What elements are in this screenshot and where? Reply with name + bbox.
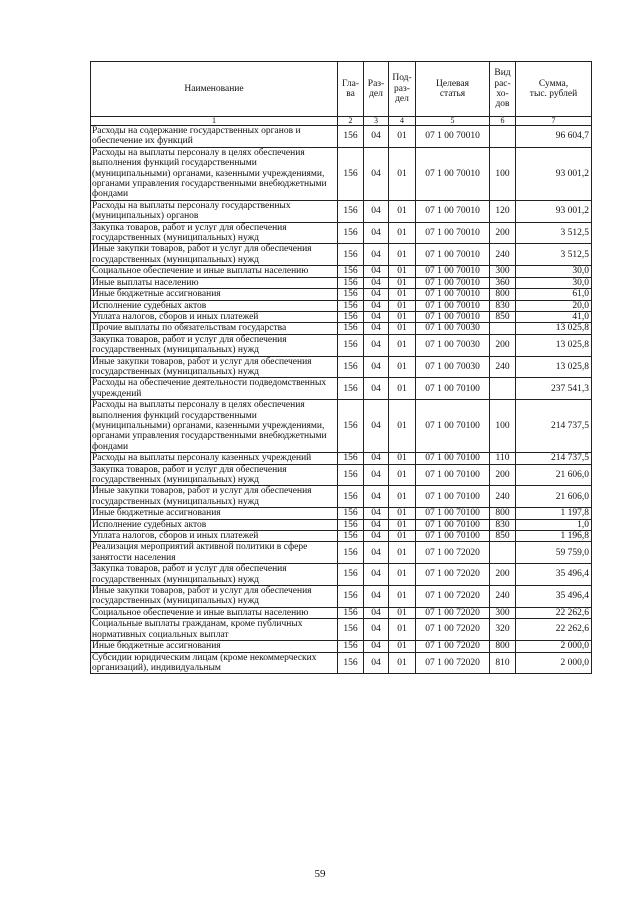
cell-chapter: 156 [338, 400, 364, 453]
cell-target: 07 1 00 70100 [416, 508, 490, 519]
cell-subsection: 01 [389, 619, 416, 641]
cell-sum: 93 001,2 [516, 200, 592, 222]
cell-type: 200 [490, 464, 516, 486]
cell-sum: 3 512,5 [516, 222, 592, 244]
cell-type [490, 378, 516, 400]
cell-section: 04 [364, 311, 389, 322]
cell-sum: 61,0 [516, 289, 592, 300]
cell-name: Закупка товаров, работ и услуг для обеспечения государственных (муниципальных) нужд [91, 334, 338, 356]
column-number: 5 [416, 117, 490, 126]
table-row [91, 356, 592, 378]
cell-type: 200 [490, 334, 516, 356]
cell-subsection: 01 [389, 564, 416, 586]
cell-name: Социальное обеспечение и иные выплаты населению [91, 266, 338, 277]
cell-subsection: 01 [389, 607, 416, 618]
cell-subsection: 01 [389, 244, 416, 266]
cell-subsection: 01 [389, 486, 416, 508]
cell-type: 830 [490, 519, 516, 530]
cell-sum: 1 196,8 [516, 531, 592, 542]
cell-section: 04 [364, 464, 389, 486]
cell-chapter: 156 [338, 222, 364, 244]
cell-section: 04 [364, 266, 389, 277]
cell-name: Прочие выплаты по обязательствам государства [91, 323, 338, 334]
cell-name: Закупка товаров, работ и услуг для обеспечения государственных (муниципальных) нужд [91, 222, 338, 244]
table-row [91, 641, 592, 652]
table-row [91, 147, 592, 200]
header-row [91, 62, 592, 117]
table-row [91, 464, 592, 486]
table-row [91, 222, 592, 244]
cell-target: 07 1 00 72020 [416, 542, 490, 564]
cell-section: 04 [364, 607, 389, 618]
cell-sum: 1 197,8 [516, 508, 592, 519]
cell-section: 04 [364, 453, 389, 464]
cell-section: 04 [364, 542, 389, 564]
cell-subsection: 01 [389, 200, 416, 222]
cell-sum: 1,0 [516, 519, 592, 530]
cell-section: 04 [364, 486, 389, 508]
cell-section: 04 [364, 508, 389, 519]
table-row [91, 508, 592, 519]
cell-target: 07 1 00 72020 [416, 607, 490, 618]
cell-target: 07 1 00 70010 [416, 147, 490, 200]
cell-sum: 237 541,3 [516, 378, 592, 400]
cell-name: Расходы на выплаты персоналу в целях обеспечения выполнения функций государственными (муниципальными) органами, казенными учреждениями, органами управления государственными внебюджетными фондами [91, 400, 338, 453]
cell-type: 240 [490, 244, 516, 266]
cell-section: 04 [364, 200, 389, 222]
cell-subsection: 01 [389, 323, 416, 334]
cell-subsection: 01 [389, 378, 416, 400]
cell-chapter: 156 [338, 266, 364, 277]
cell-sum: 41,0 [516, 311, 592, 322]
table-row [91, 126, 592, 148]
cell-name: Социальное обеспечение и иные выплаты населению [91, 607, 338, 618]
cell-section: 04 [364, 277, 389, 288]
cell-section: 04 [364, 356, 389, 378]
cell-target: 07 1 00 72020 [416, 619, 490, 641]
cell-sum: 21 606,0 [516, 486, 592, 508]
cell-target: 07 1 00 70100 [416, 531, 490, 542]
cell-chapter: 156 [338, 508, 364, 519]
header-sum: Сумма, тыс. рублей [516, 62, 592, 117]
cell-chapter: 156 [338, 464, 364, 486]
table-row [91, 400, 592, 453]
cell-sum: 30,0 [516, 266, 592, 277]
cell-chapter: 156 [338, 277, 364, 288]
cell-chapter: 156 [338, 311, 364, 322]
table-row [91, 564, 592, 586]
cell-chapter: 156 [338, 619, 364, 641]
cell-sum: 35 496,4 [516, 586, 592, 608]
page-number: 59 [314, 868, 326, 880]
cell-subsection: 01 [389, 356, 416, 378]
cell-type: 120 [490, 200, 516, 222]
table-row [91, 266, 592, 277]
cell-subsection: 01 [389, 519, 416, 530]
column-number: 6 [490, 117, 516, 126]
cell-name: Иные выплаты населению [91, 277, 338, 288]
cell-chapter: 156 [338, 334, 364, 356]
cell-chapter: 156 [338, 356, 364, 378]
cell-target: 07 1 00 70030 [416, 323, 490, 334]
cell-subsection: 01 [389, 289, 416, 300]
cell-name: Реализация мероприятий активной политики в сфере занятости населения [91, 542, 338, 564]
cell-chapter: 156 [338, 378, 364, 400]
column-number: 3 [364, 117, 389, 126]
cell-sum: 214 737,5 [516, 453, 592, 464]
cell-sum: 13 025,8 [516, 323, 592, 334]
cell-target: 07 1 00 70100 [416, 519, 490, 530]
cell-subsection: 01 [389, 126, 416, 148]
cell-section: 04 [364, 531, 389, 542]
cell-type [490, 542, 516, 564]
cell-chapter: 156 [338, 289, 364, 300]
table-row [91, 300, 592, 311]
cell-subsection: 01 [389, 464, 416, 486]
header-target: Целевая статья [416, 62, 490, 117]
column-number: 2 [338, 117, 364, 126]
cell-type: 240 [490, 486, 516, 508]
cell-chapter: 156 [338, 147, 364, 200]
cell-chapter: 156 [338, 564, 364, 586]
table-row [91, 586, 592, 608]
cell-name: Закупка товаров, работ и услуг для обеспечения государственных (муниципальных) нужд [91, 564, 338, 586]
cell-target: 07 1 00 70010 [416, 266, 490, 277]
header-name: Наименование [91, 62, 338, 117]
header-section: Раз- дел [364, 62, 389, 117]
cell-target: 07 1 00 70010 [416, 200, 490, 222]
cell-chapter: 156 [338, 652, 364, 674]
cell-subsection: 01 [389, 641, 416, 652]
cell-type: 850 [490, 531, 516, 542]
cell-subsection: 01 [389, 652, 416, 674]
table-row [91, 652, 592, 674]
cell-type: 240 [490, 586, 516, 608]
table-row [91, 311, 592, 322]
table-row [91, 531, 592, 542]
table-row [91, 277, 592, 288]
cell-section: 04 [364, 323, 389, 334]
cell-name: Иные бюджетные ассигнования [91, 508, 338, 519]
column-number: 7 [516, 117, 592, 126]
cell-chapter: 156 [338, 200, 364, 222]
cell-target: 07 1 00 70010 [416, 244, 490, 266]
cell-name: Расходы на выплаты персоналу казенных учреждений [91, 453, 338, 464]
cell-sum: 13 025,8 [516, 334, 592, 356]
table-row [91, 289, 592, 300]
cell-section: 04 [364, 222, 389, 244]
cell-target: 07 1 00 70010 [416, 126, 490, 148]
cell-sum: 13 025,8 [516, 356, 592, 378]
cell-chapter: 156 [338, 607, 364, 618]
column-number-row [91, 117, 592, 126]
cell-chapter: 156 [338, 244, 364, 266]
cell-section: 04 [364, 519, 389, 530]
table-row [91, 519, 592, 530]
cell-name: Уплата налогов, сборов и иных платежей [91, 311, 338, 322]
cell-name: Расходы на обеспечение деятельности подведомственных учреждений [91, 378, 338, 400]
column-number: 4 [389, 117, 416, 126]
cell-section: 04 [364, 641, 389, 652]
cell-subsection: 01 [389, 300, 416, 311]
header-subsection: Под- раз- дел [389, 62, 416, 117]
cell-chapter: 156 [338, 531, 364, 542]
cell-sum: 21 606,0 [516, 464, 592, 486]
cell-target: 07 1 00 70100 [416, 378, 490, 400]
cell-sum: 35 496,4 [516, 564, 592, 586]
cell-subsection: 01 [389, 531, 416, 542]
cell-chapter: 156 [338, 486, 364, 508]
cell-target: 07 1 00 70010 [416, 289, 490, 300]
cell-name: Иные закупки товаров, работ и услуг для обеспечения государственных (муниципальных) нужд [91, 356, 338, 378]
cell-target: 07 1 00 72020 [416, 586, 490, 608]
cell-subsection: 01 [389, 222, 416, 244]
table-row [91, 200, 592, 222]
cell-name: Расходы на выплаты персоналу государственных (муниципальных) органов [91, 200, 338, 222]
cell-name: Расходы на выплаты персоналу в целях обеспечения выполнения функций государственными (муниципальными) органами, казенными учреждениями, органами управления государственными внебюджетными фондами [91, 147, 338, 200]
cell-name: Закупка товаров, работ и услуг для обеспечения государственных (муниципальных) нужд [91, 464, 338, 486]
cell-target: 07 1 00 70010 [416, 300, 490, 311]
table-row [91, 334, 592, 356]
table-row [91, 453, 592, 464]
cell-type: 320 [490, 619, 516, 641]
cell-target: 07 1 00 72020 [416, 652, 490, 674]
cell-sum: 30,0 [516, 277, 592, 288]
cell-target: 07 1 00 70030 [416, 356, 490, 378]
cell-type: 100 [490, 147, 516, 200]
table-row [91, 486, 592, 508]
cell-target: 07 1 00 70100 [416, 464, 490, 486]
cell-type: 800 [490, 508, 516, 519]
cell-section: 04 [364, 378, 389, 400]
cell-chapter: 156 [338, 453, 364, 464]
cell-section: 04 [364, 289, 389, 300]
cell-subsection: 01 [389, 453, 416, 464]
cell-type: 300 [490, 607, 516, 618]
cell-type: 850 [490, 311, 516, 322]
table-row [91, 607, 592, 618]
cell-sum: 3 512,5 [516, 244, 592, 266]
cell-type: 800 [490, 289, 516, 300]
cell-sum: 2 000,0 [516, 641, 592, 652]
cell-type [490, 126, 516, 148]
column-number: 1 [91, 117, 338, 126]
cell-subsection: 01 [389, 508, 416, 519]
cell-section: 04 [364, 564, 389, 586]
cell-target: 07 1 00 70010 [416, 277, 490, 288]
cell-target: 07 1 00 70100 [416, 486, 490, 508]
cell-section: 04 [364, 126, 389, 148]
cell-target: 07 1 00 72020 [416, 564, 490, 586]
cell-section: 04 [364, 300, 389, 311]
cell-target: 07 1 00 70100 [416, 453, 490, 464]
cell-subsection: 01 [389, 147, 416, 200]
cell-name: Расходы на содержание государственных органов и обеспечение их функций [91, 126, 338, 148]
cell-sum: 2 000,0 [516, 652, 592, 674]
cell-target: 07 1 00 70010 [416, 311, 490, 322]
cell-name: Иные бюджетные ассигнования [91, 641, 338, 652]
cell-target: 07 1 00 70010 [416, 222, 490, 244]
cell-section: 04 [364, 586, 389, 608]
cell-chapter: 156 [338, 126, 364, 148]
cell-sum: 214 737,5 [516, 400, 592, 453]
cell-chapter: 156 [338, 519, 364, 530]
cell-target: 07 1 00 72020 [416, 641, 490, 652]
cell-chapter: 156 [338, 300, 364, 311]
cell-section: 04 [364, 400, 389, 453]
cell-subsection: 01 [389, 542, 416, 564]
table-body [91, 126, 592, 674]
cell-type: 200 [490, 222, 516, 244]
budget-table [90, 61, 592, 674]
cell-type [490, 323, 516, 334]
cell-name: Иные закупки товаров, работ и услуг для обеспечения государственных (муниципальных) нужд [91, 244, 338, 266]
cell-name: Субсидии юридическим лицам (кроме некоммерческих организаций), индивидуальным [91, 652, 338, 674]
cell-name: Иные бюджетные ассигнования [91, 289, 338, 300]
header-chapter: Гла- ва [338, 62, 364, 117]
cell-subsection: 01 [389, 311, 416, 322]
table-row [91, 619, 592, 641]
cell-type: 360 [490, 277, 516, 288]
cell-sum: 96 604,7 [516, 126, 592, 148]
cell-type: 830 [490, 300, 516, 311]
cell-type: 240 [490, 356, 516, 378]
cell-chapter: 156 [338, 586, 364, 608]
cell-subsection: 01 [389, 586, 416, 608]
cell-sum: 93 001,2 [516, 147, 592, 200]
cell-section: 04 [364, 334, 389, 356]
cell-type: 200 [490, 564, 516, 586]
cell-type: 100 [490, 400, 516, 453]
table-row [91, 244, 592, 266]
cell-subsection: 01 [389, 334, 416, 356]
cell-name: Иные закупки товаров, работ и услуг для обеспечения государственных (муниципальных) нужд [91, 586, 338, 608]
cell-chapter: 156 [338, 323, 364, 334]
table-row [91, 378, 592, 400]
cell-type: 300 [490, 266, 516, 277]
cell-sum: 20,0 [516, 300, 592, 311]
cell-sum: 22 262,6 [516, 607, 592, 618]
cell-name: Исполнение судебных актов [91, 519, 338, 530]
cell-type: 800 [490, 641, 516, 652]
cell-name: Социальные выплаты гражданам, кроме публичных нормативных социальных выплат [91, 619, 338, 641]
cell-section: 04 [364, 147, 389, 200]
cell-section: 04 [364, 244, 389, 266]
cell-subsection: 01 [389, 400, 416, 453]
cell-section: 04 [364, 619, 389, 641]
cell-chapter: 156 [338, 641, 364, 652]
cell-sum: 59 759,0 [516, 542, 592, 564]
cell-subsection: 01 [389, 277, 416, 288]
header-type: Вид рас- хо- дов [490, 62, 516, 117]
cell-subsection: 01 [389, 266, 416, 277]
cell-target: 07 1 00 70030 [416, 334, 490, 356]
table-row [91, 542, 592, 564]
cell-chapter: 156 [338, 542, 364, 564]
cell-type: 110 [490, 453, 516, 464]
cell-name: Иные закупки товаров, работ и услуг для обеспечения государственных (муниципальных) нужд [91, 486, 338, 508]
cell-name: Уплата налогов, сборов и иных платежей [91, 531, 338, 542]
cell-sum: 22 262,6 [516, 619, 592, 641]
cell-name: Исполнение судебных актов [91, 300, 338, 311]
cell-section: 04 [364, 652, 389, 674]
cell-type: 810 [490, 652, 516, 674]
cell-target: 07 1 00 70100 [416, 400, 490, 453]
table-row [91, 323, 592, 334]
